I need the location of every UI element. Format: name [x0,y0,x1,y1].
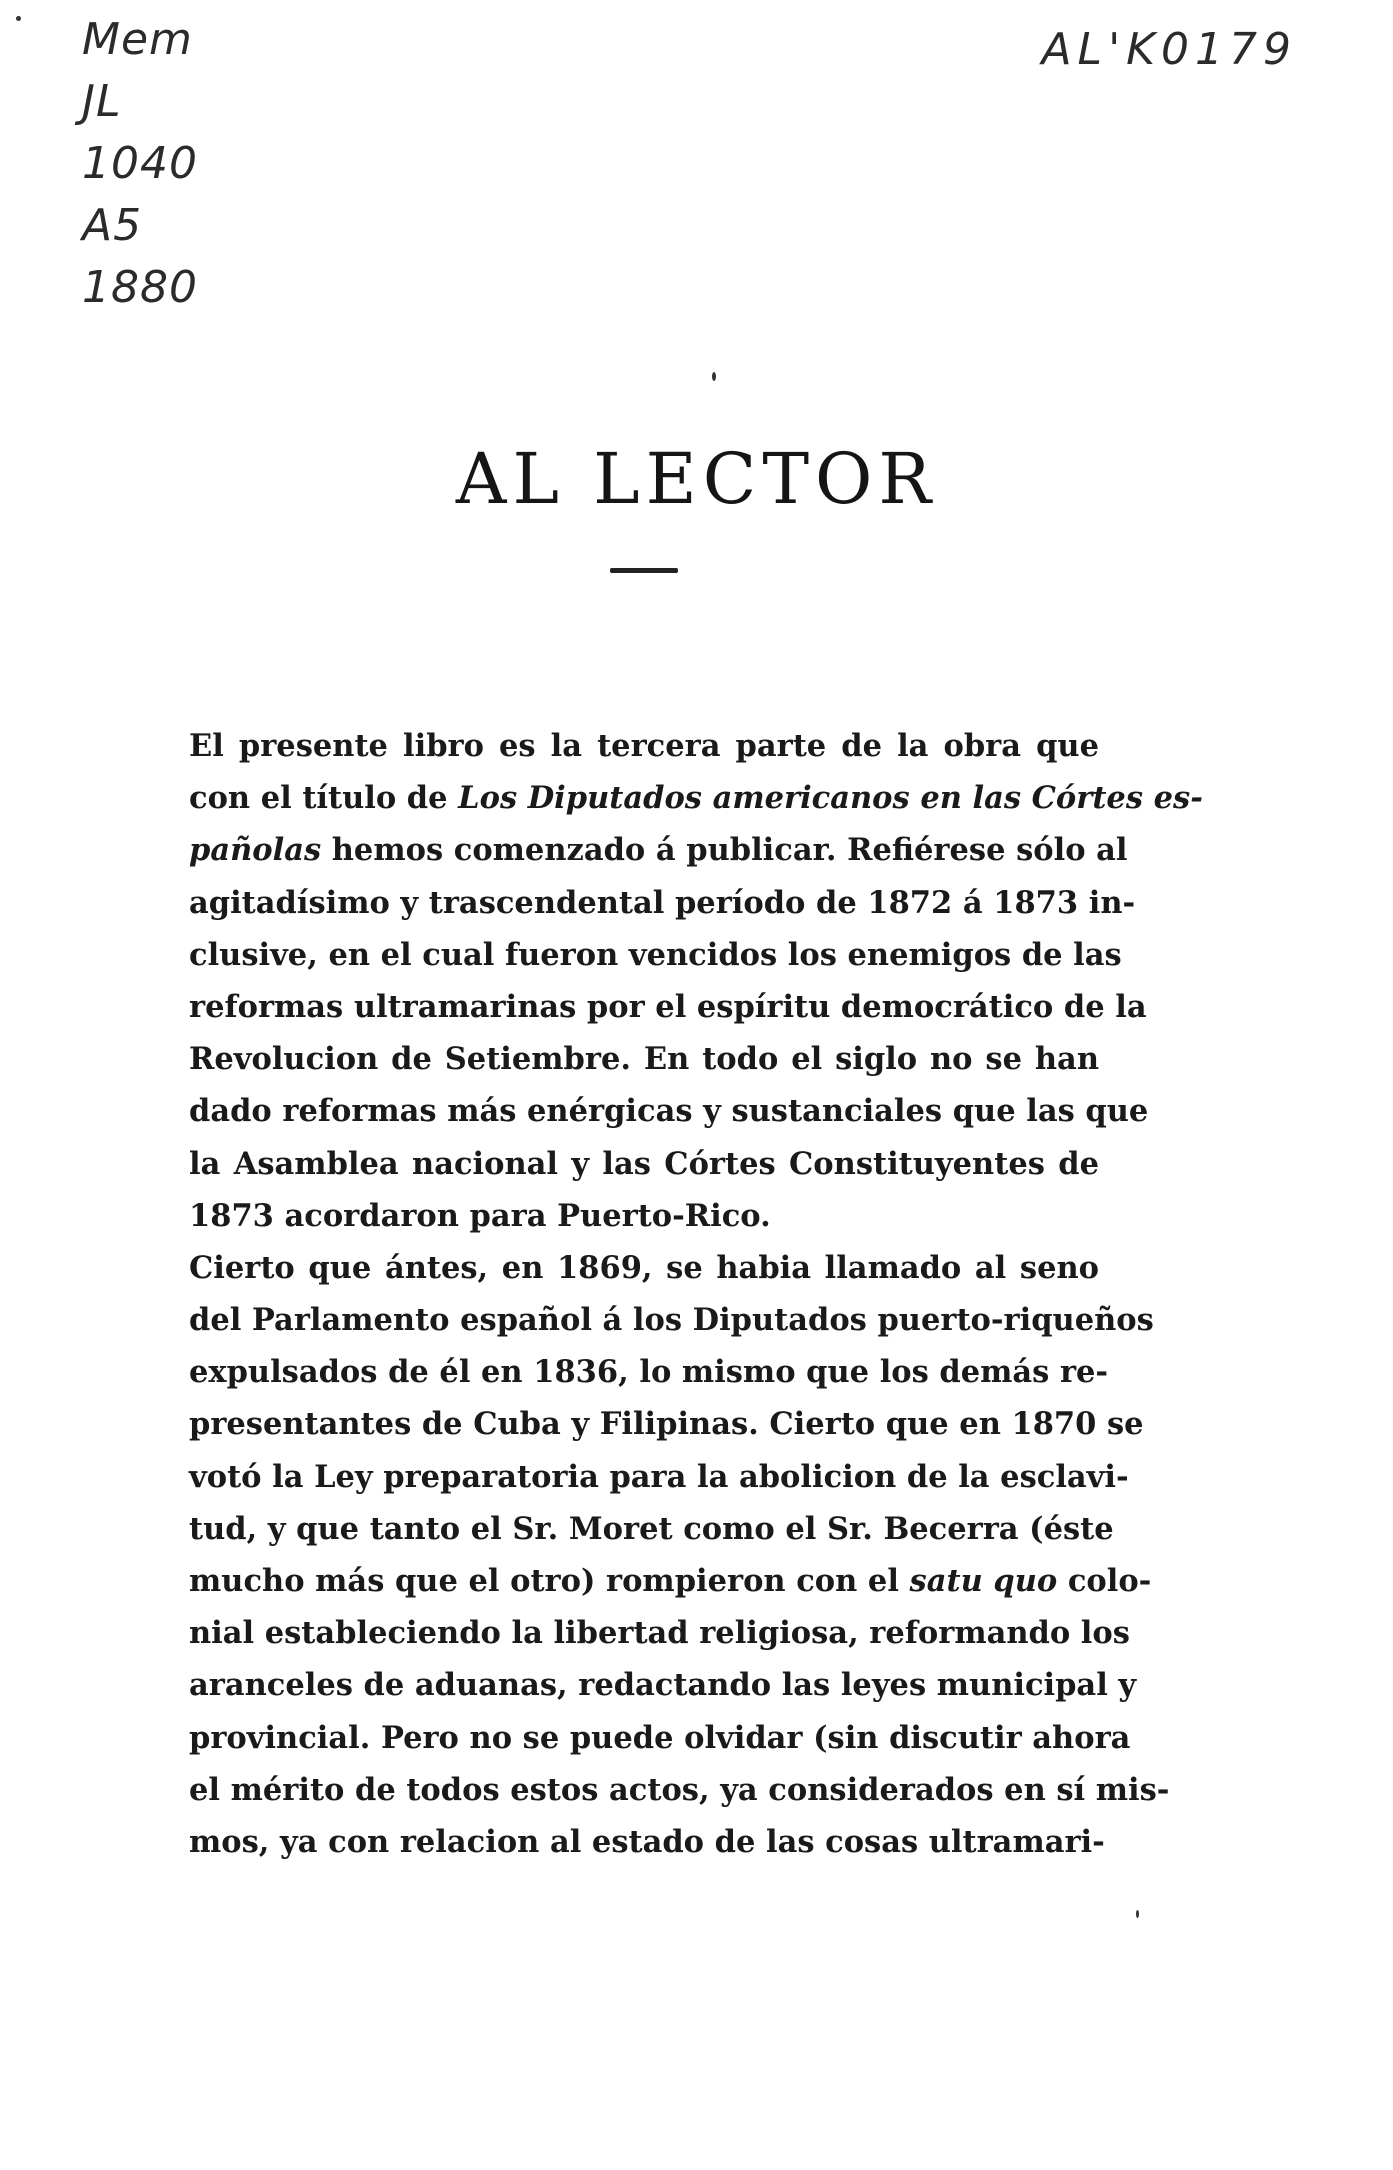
text-run: hemos comenzado á publicar. Refiérese sólo al [321,832,1128,869]
text-line [189,929,1122,981]
call-number-line: 1040 [82,138,198,189]
text-run: nial estableciendo la libertad religiosa, reformando los [189,1615,1130,1652]
text-run: Cierto que ántes, en 1869, se habia llamado al seno [189,1249,1099,1286]
text-line [189,1764,1170,1816]
body-text [189,720,1203,1868]
text-run: presentantes de Cuba y Filipinas. Cierto que en 1870 se [189,1406,1144,1443]
text-line [189,1346,1109,1398]
handwritten-accession-number: AL'K0179 [1041,24,1297,75]
text-line [189,1242,1099,1294]
ink-speck [1136,1910,1139,1918]
text-run: votó la Ley preparatoria para la abolicion de la esclavi- [189,1458,1129,1495]
text-line [189,1085,1149,1137]
text-run: aranceles de aduanas, redactando las leyes municipal y [189,1667,1137,1704]
title-ornament-rule [610,568,678,573]
italic-title-run: Los Diputados americanos en las Córtes es- [458,780,1203,817]
text-run: dado reformas más enérgicas y sustanciales que las que [189,1093,1149,1130]
text-line [189,1190,1099,1242]
text-line [189,877,1136,929]
text-run: reformas ultramarinas por el espíritu democrático de la [189,988,1147,1025]
ink-speck [712,372,716,381]
text-run: con el título de [189,780,459,817]
text-line [189,772,1203,824]
text-line [189,824,1128,876]
text-run: expulsados de él en 1836, lo mismo que los demás re- [189,1354,1109,1391]
handwritten-call-number [82,14,198,328]
text-line [189,1607,1130,1659]
text-run: mucho más que el otro) rompieron con el [189,1563,910,1599]
italic-title-run: satu quo [909,1563,1058,1599]
call-number-line: Mem [82,14,193,65]
text-line [189,981,1147,1033]
call-number-line: 1880 [82,262,198,313]
call-number-line: JL [82,76,122,127]
text-run: El presente libro es la tercera parte de la obra que [189,728,1099,764]
text-run: colo- [1057,1563,1152,1599]
text-line [189,1712,1131,1764]
text-line [189,1138,1099,1190]
text-run: clusive, en el cual fueron vencidos los enemigos de las [189,936,1122,973]
text-run: el mérito de todos estos actos, ya considerados en sí mis- [189,1771,1170,1808]
paragraph [189,1242,1170,1868]
text-run: provincial. Pero no se puede olvidar (sin discutir ahora [189,1719,1131,1756]
italic-title-run: pañolas [189,832,322,869]
text-run: agitadísimo y trascendental período de 1872 á 1873 in- [189,884,1136,921]
text-line [189,1503,1114,1555]
text-line [189,1294,1154,1346]
text-line [189,1033,1099,1085]
ink-speck [16,16,21,21]
text-run: tud, y que tanto el Sr. Moret como el Sr. Becerra (éste [189,1510,1114,1547]
text-run: 1873 acordaron para Puerto-Rico. [189,1197,771,1234]
text-line [189,720,1099,772]
text-run: mos, ya con relacion al estado de las cosas ultramari- [189,1823,1105,1860]
page-title: AL LECTOR [455,438,938,520]
text-line [189,1398,1144,1450]
text-run: la Asamblea nacional y las Córtes Constituyentes de [189,1145,1099,1182]
text-line [189,1816,1105,1868]
text-line [189,1555,1152,1607]
paragraph [189,720,1203,1242]
text-run: del Parlamento español á los Diputados puerto-riqueños [189,1302,1154,1339]
text-run: Revolucion de Setiembre. En todo el siglo no se han [189,1041,1099,1078]
text-line [189,1659,1137,1711]
call-number-line: A5 [82,200,143,251]
text-line [189,1451,1129,1503]
